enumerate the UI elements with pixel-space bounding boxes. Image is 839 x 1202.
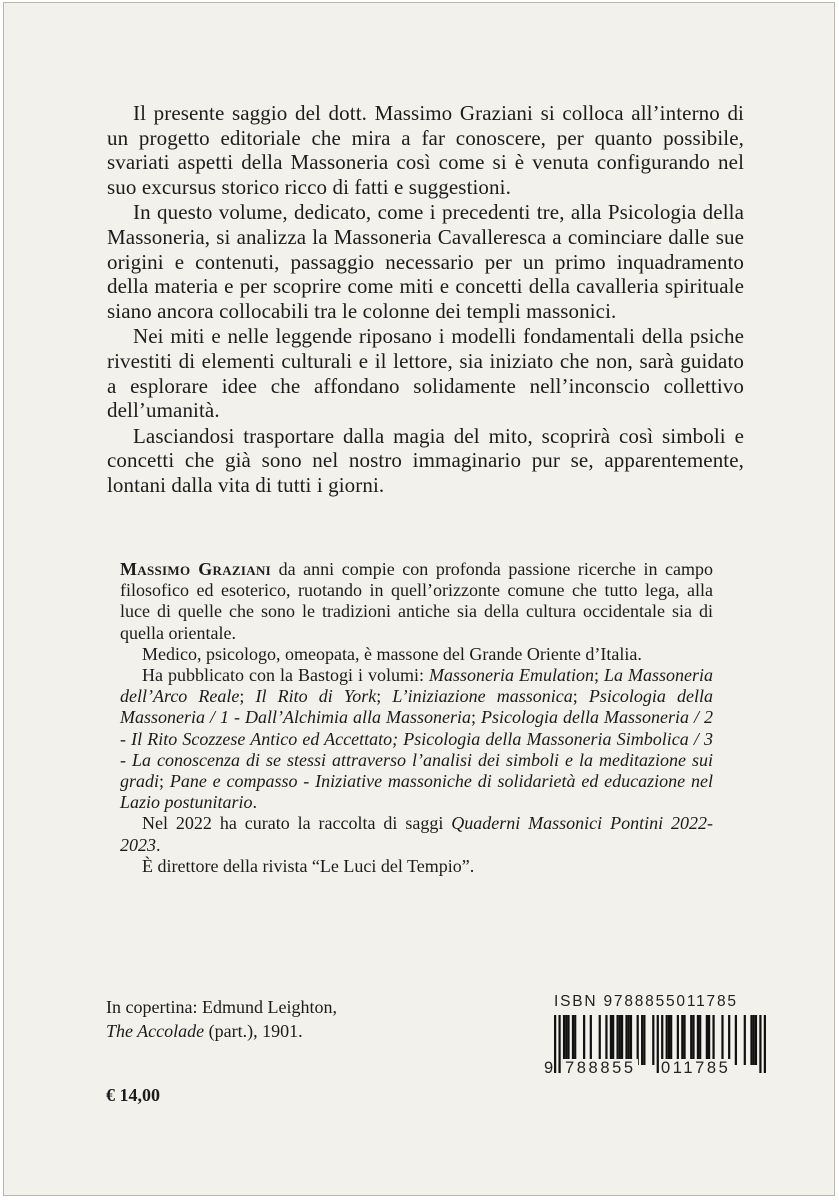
bio-paragraph-2: Medico, psicologo, omeopata, è massone del Grande Oriente d’Italia. — [142, 643, 642, 664]
barcode-bar — [744, 1015, 746, 1065]
barcode-bar — [708, 1015, 710, 1065]
barcode-bar — [637, 1015, 639, 1065]
book-title: Il Rito di York — [255, 686, 377, 707]
blurb-paragraph-4: Lasciandosi trasportare dalla magia del mito, scoprirà così simboli e concetti che già sono nel nostro immaginario pur se, apparentemente, lontani dalla vita di tutti i giorni. — [107, 423, 744, 497]
isbn-label: ISBN 9788855011785 — [554, 993, 738, 1010]
barcode-bar — [681, 1015, 683, 1065]
bio-paragraph-4 — [120, 813, 713, 855]
barcode-bar — [670, 1015, 672, 1065]
bio-p4-text: Nel 2022 ha curato la raccolta di saggi — [142, 813, 452, 834]
barcode-bar — [706, 1015, 708, 1065]
barcode-bar — [643, 1015, 645, 1065]
barcode-bar — [563, 1015, 565, 1065]
blurb-text — [107, 101, 744, 499]
barcode-bar — [605, 1015, 607, 1065]
author-name: Massimo Graziani — [120, 559, 271, 579]
blurb-paragraph-3: Nei miti e nelle leggende riposano i modelli fondamentali della psiche rivestiti di elementi culturali e il lettore, sia iniziato che non, sarà guidato a esplorare idee che affondano solidamente nell’inconscio collettivo dell’umanità. — [107, 324, 744, 423]
bio-p3-intro: Ha pubblicato con la Bastogi i volumi: — [142, 665, 429, 686]
barcode-bar — [753, 1015, 755, 1065]
price-label: € 14,00 — [106, 1085, 160, 1105]
barcode-bar — [641, 1015, 643, 1065]
book-back-cover — [3, 2, 835, 1196]
barcode-bar — [628, 1015, 630, 1065]
barcode-bar — [668, 1015, 670, 1065]
barcode-bar — [735, 1015, 737, 1065]
author-bio — [120, 559, 713, 877]
barcode-bar — [677, 1015, 679, 1065]
barcode-digits-left: 788855 — [565, 1059, 636, 1077]
blurb-paragraph-2: In questo volume, dedicato, come i precedenti tre, alla Psicologia della Massoneria, si analizza la Massoneria Cavalleresca a cominciare dalle sue origini e contenuti, passaggio necessario per un primo inquadramento della materia e per scoprire come miti e concetti della cavalleria spirituale siano ancora collocabili tra le colonne dei templi massonici. — [107, 200, 744, 323]
barcode-bar — [652, 1015, 654, 1065]
barcode-bar — [666, 1015, 668, 1065]
artwork-title: The Accolade — [106, 1021, 205, 1041]
barcode-bar — [699, 1015, 701, 1065]
barcode-bar — [616, 1015, 618, 1065]
barcode-bar — [625, 1015, 627, 1065]
book-title: L’iniziazione massonica — [392, 686, 573, 707]
book-title: Psicologia della Massoneria / 1 - Dall’Alchimia alla Massoneria — [120, 686, 713, 728]
barcode-bar — [690, 1015, 692, 1065]
barcode-bar — [750, 1015, 752, 1065]
book-title: Psicologia della Massoneria / 2 - Il Rito Scozzese Antico ed Accettato; Psicologia della Massoneria Simbolica / 3 - La conoscenza di se stessi attraverso l’analisi dei simboli e la meditazione sui gradi — [120, 707, 714, 792]
barcode-bar — [565, 1015, 567, 1065]
barcode-bar — [692, 1015, 694, 1065]
cover-credit-line-1: In copertina: Edmund Leighton, — [106, 997, 337, 1017]
barcode-bar — [590, 1015, 592, 1065]
barcode-bar — [619, 1015, 621, 1065]
bio-p1-text: da anni compie con profonda passione ricerche in campo filosofico ed esoterico, ruotando in quell’orizzonte comune che tutto lega, alla luce di quelle che sono le tradizioni antiche sia della cultura occidentale sia di quella orientale. — [120, 559, 714, 643]
isbn-barcode-block — [542, 993, 766, 1088]
barcode-bar — [610, 1015, 612, 1065]
cover-credit — [106, 995, 337, 1043]
book-title: Massoneria Emulation — [428, 665, 594, 686]
barcode-bar — [712, 1015, 714, 1065]
barcode-bar — [721, 1015, 723, 1065]
artwork-details: (part.), 1901. — [204, 1021, 303, 1041]
book-title: Pane e compasso - Iniziative massoniche di solidarietà ed educazione nel Lazio postunitario — [120, 771, 713, 813]
bio-paragraph-3: Ha pubblicato con la Bastogi i volumi: Massoneria Emulation; La Massoneria dell’Arco Reale; Il Rito di York; L’iniziazione massonica; Psicologia della Massoneria / 1 - Dall’Alchimia alla Massoneria; Psicologia della Massoneria / 2 - Il Rito Scozzese Antico ed Accettato; Psicologia della Massoneria Simbolica / 3 - La conoscenza di se stessi attraverso l’analisi dei simboli e la meditazione sui gradi; Pane e compasso - Iniziative massoniche di solidarietà ed educazione nel Lazio postunitario. — [120, 665, 714, 813]
barcode-bar — [572, 1015, 574, 1065]
barcode-bar — [583, 1015, 585, 1065]
barcode-bar — [599, 1015, 601, 1065]
barcode-bar — [728, 1015, 730, 1065]
barcode-bar — [621, 1015, 623, 1065]
cover-credit-line-2 — [106, 1019, 337, 1043]
barcode-bar — [755, 1015, 757, 1065]
blurb-paragraph-1: Il presente saggio del dott. Massimo Graziani si colloca all’interno di un progetto editoriale che mira a far conoscere, per quanto possibile, svariati aspetti della Massoneria così come si è venuta configurando nel suo excursus storico ricco di fatti e suggestioni. — [107, 101, 744, 199]
bio-paragraph-1 — [120, 559, 713, 644]
barcode-digit-first: 9 — [544, 1059, 554, 1077]
barcode-bar — [574, 1015, 576, 1065]
barcode-digits — [542, 1059, 768, 1081]
barcode-bar — [567, 1015, 569, 1065]
book-title: La Massoneria dell’Arco Reale — [120, 665, 713, 707]
barcode-bar — [630, 1015, 632, 1065]
barcode-digits-right: 011785 — [661, 1059, 731, 1077]
bio-paragraph-5: È direttore della rivista “Le Luci del Tempio”. — [142, 855, 475, 876]
barcode-bar — [612, 1015, 614, 1065]
barcode-bar — [697, 1015, 699, 1065]
barcode-bar — [683, 1015, 685, 1065]
bio-p4-period: . — [156, 834, 161, 855]
edited-collection-title: Quaderni Massonici Pontini 2022-2023 — [120, 813, 713, 855]
